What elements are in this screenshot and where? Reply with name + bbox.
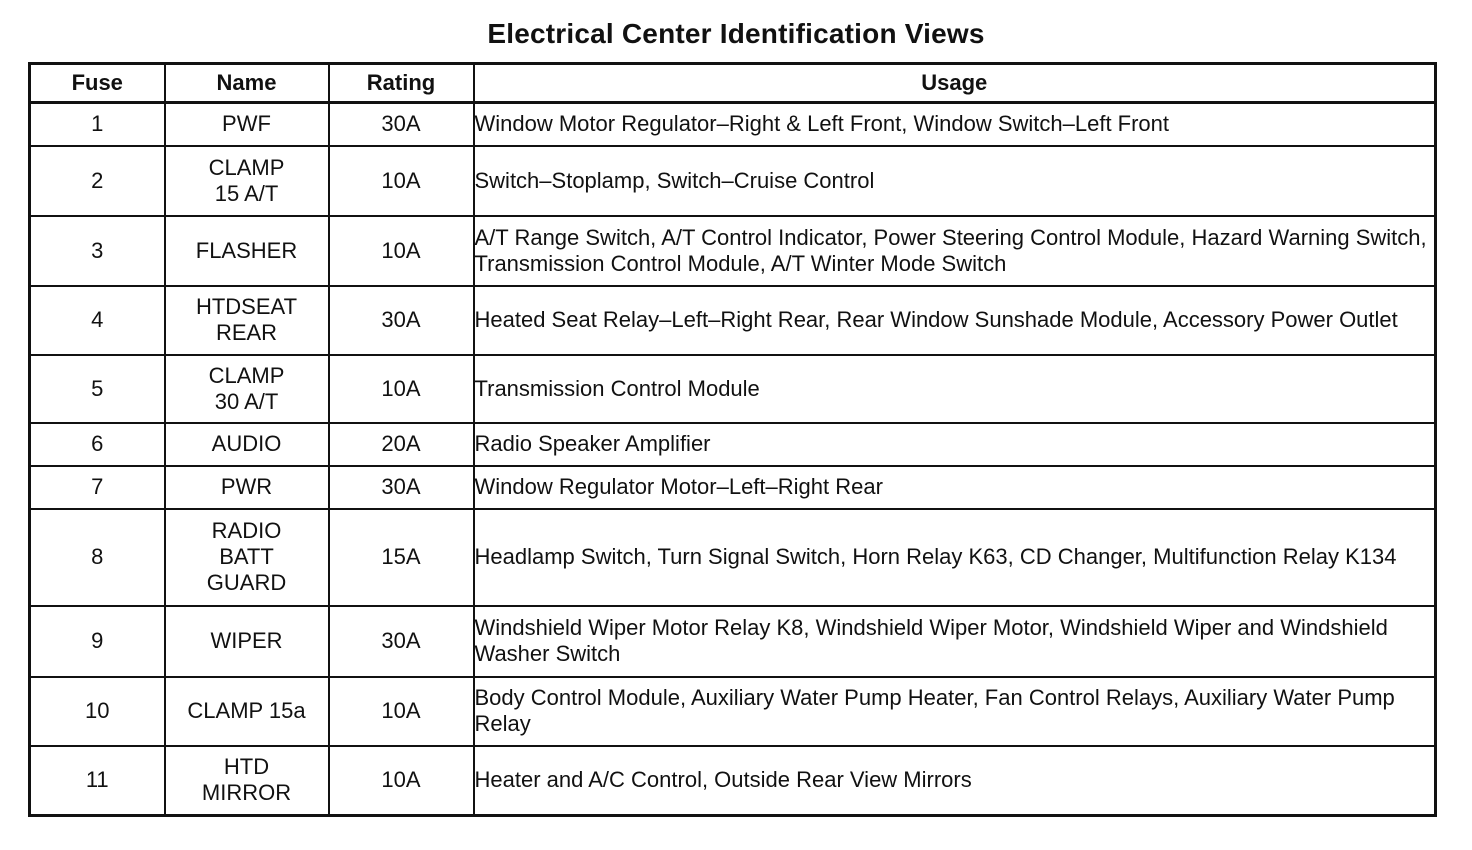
rating-cell: 30A [329,466,474,509]
usage-cell: Switch–Stoplamp, Switch–Cruise Control [474,146,1436,216]
table-row [30,509,1436,606]
usage-cell: Heater and A/C Control, Outside Rear View Mirrors [474,746,1436,816]
name-cell: HTDSEAT REAR [165,286,329,355]
usage-cell: Window Regulator Motor–Left–Right Rear [474,466,1436,509]
table-row [30,216,1436,286]
page-title: Electrical Center Identification Views [487,18,985,49]
name-cell: PWR [165,466,329,509]
name-cell: PWF [165,103,329,146]
name-cell: RADIO BATT GUARD [165,509,329,606]
fuse-cell: 5 [30,355,165,423]
fuse-cell: 3 [30,216,165,286]
name-cell: CLAMP 15 A/T [165,146,329,216]
name-cell: AUDIO [165,423,329,466]
usage-cell: Body Control Module, Auxiliary Water Pump Heater, Fan Control Relays, Auxiliary Water Pump Relay [474,677,1436,746]
usage-cell: A/T Range Switch, A/T Control Indicator, Power Steering Control Module, Hazard Warning Switch, Transmission Control Module, A/T Winter Mode Switch [474,216,1436,286]
name-cell: FLASHER [165,216,329,286]
table-row [30,355,1436,423]
fuse-cell: 4 [30,286,165,355]
rating-cell: 10A [329,355,474,423]
fuse-cell: 11 [30,746,165,816]
name-cell: CLAMP 15a [165,677,329,746]
rating-cell: 10A [329,746,474,816]
table-row [30,146,1436,216]
rating-cell: 15A [329,509,474,606]
column-header-name: Name [165,64,329,103]
fuse-cell: 6 [30,423,165,466]
column-header-fuse: Fuse [30,64,165,103]
usage-cell: Transmission Control Module [474,355,1436,423]
usage-cell: Radio Speaker Amplifier [474,423,1436,466]
rating-cell: 20A [329,423,474,466]
rating-cell: 30A [329,606,474,677]
fuse-cell: 1 [30,103,165,146]
fuse-cell: 9 [30,606,165,677]
table-row [30,466,1436,509]
fuse-cell: 2 [30,146,165,216]
name-cell: HTD MIRROR [165,746,329,816]
rating-cell: 10A [329,677,474,746]
name-cell: WIPER [165,606,329,677]
usage-cell: Headlamp Switch, Turn Signal Switch, Horn Relay K63, CD Changer, Multifunction Relay K134 [474,509,1436,606]
rating-cell: 10A [329,216,474,286]
usage-cell: Window Motor Regulator–Right & Left Front, Window Switch–Left Front [474,103,1436,146]
table-row [30,423,1436,466]
column-header-usage: Usage [474,64,1436,103]
table-row [30,746,1436,816]
table-row [30,103,1436,146]
fuse-cell: 10 [30,677,165,746]
usage-cell: Windshield Wiper Motor Relay K8, Windshield Wiper Motor, Windshield Wiper and Windshield Washer Switch [474,606,1436,677]
rating-cell: 30A [329,286,474,355]
fuse-cell: 7 [30,466,165,509]
table-row [30,677,1436,746]
usage-cell: Heated Seat Relay–Left–Right Rear, Rear Window Sunshade Module, Accessory Power Outlet [474,286,1436,355]
column-header-rating: Rating [329,64,474,103]
rating-cell: 10A [329,146,474,216]
fuse-table [28,62,1437,817]
name-cell: CLAMP 30 A/T [165,355,329,423]
fuse-cell: 8 [30,509,165,606]
table-header-row [30,64,1436,103]
rating-cell: 30A [329,103,474,146]
table-row [30,286,1436,355]
table-row [30,606,1436,677]
